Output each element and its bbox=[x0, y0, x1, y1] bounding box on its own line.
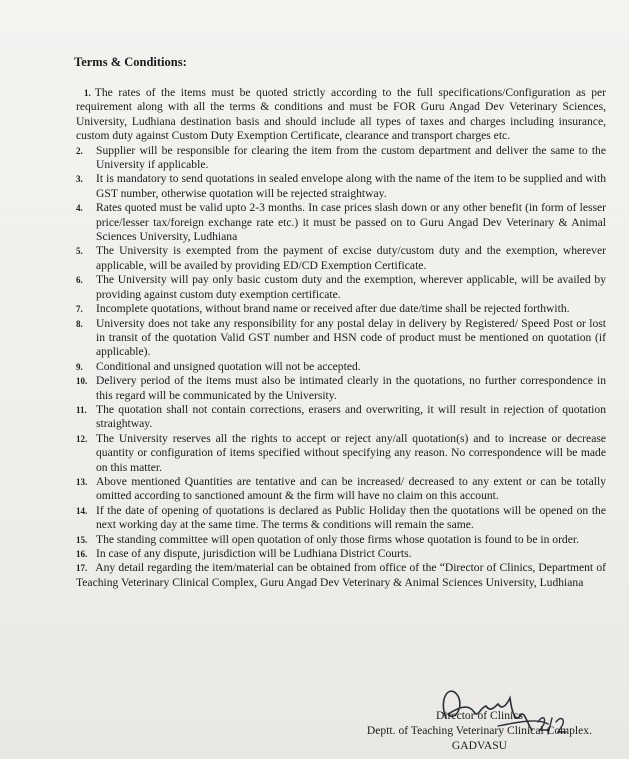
item-number: 8. bbox=[76, 318, 83, 329]
item-text: In case of any dispute, jurisdiction will be Ludhiana District Courts. bbox=[96, 547, 412, 560]
list-item bbox=[76, 374, 606, 403]
item-text: If the date of opening of quotations is declared as Public Holiday then the quotations will be opened on the next working day at the same time. The terms & conditions will remain the same. bbox=[96, 503, 606, 532]
item-number: 11. bbox=[76, 404, 87, 415]
list-item bbox=[76, 302, 606, 316]
list-item bbox=[76, 144, 606, 173]
item-text: Rates quoted must be valid upto 2-3 months. In case prices slash down or any other benefit (in form of lesser price/lesser tax/foreign exchange rate etc.) it must be passed on to Guru Angad Dev Veterinary & Animal Sciences University, Ludhiana bbox=[96, 201, 606, 244]
item-number: 13. bbox=[76, 476, 88, 487]
list-item bbox=[76, 360, 606, 374]
item-number: 16. bbox=[76, 549, 88, 559]
item-number: 10. bbox=[76, 376, 88, 387]
item-number: 3. bbox=[76, 174, 83, 185]
list-item bbox=[76, 86, 606, 144]
item-text: Supplier will be responsible for clearing the item from the custom department and deliver the same to the University if applicable. bbox=[96, 143, 606, 172]
item-text: University does not take any responsibility for any postal delay in delivery by Registered/ Speed Post or lost in transit of the quotation Valid GST number and HSN code of product must be mentioned on quotation (if applicable). bbox=[96, 316, 606, 359]
item-text: The University will pay only basic custom duty and the exemption, wherever applicable, will be availed by providing against custom duty exemption certificate. bbox=[96, 273, 606, 301]
list-item bbox=[76, 432, 606, 475]
list-item bbox=[76, 403, 606, 432]
item-text: The University reserves all the rights to accept or reject any/all quotation(s) and to increase or decrease quantity or configuration of items specified without specifying any reason. No correspondence will be made on this matter. bbox=[96, 431, 606, 474]
item-number: 4. bbox=[76, 203, 83, 214]
list-item bbox=[76, 561, 606, 590]
item-text: Conditional and unsigned quotation will not be accepted. bbox=[96, 359, 361, 373]
list-item bbox=[76, 201, 606, 244]
item-number: 12. bbox=[76, 433, 88, 444]
item-number: 6. bbox=[76, 275, 83, 286]
list-item bbox=[76, 244, 606, 273]
terms-heading: Terms & Conditions: bbox=[74, 55, 187, 69]
item-text: The University is exempted from the payment of excise duty/custom duty and the exemption, wherever applicable, will be availed by providing ED/CD Exemption Certificate. bbox=[96, 244, 606, 272]
list-item bbox=[76, 273, 606, 302]
signatory-department: Deptt. of Teaching Veterinary Clinical Complex. bbox=[366, 724, 592, 737]
item-number: 7. bbox=[76, 304, 83, 315]
list-item bbox=[76, 504, 606, 533]
item-number: 15. bbox=[76, 534, 88, 545]
item-text: Above mentioned Quantities are tentative and can be increased/ decreased to any extent or can be totally omitted according to sanctioned amount & the firm will have no claim on this account. bbox=[96, 474, 606, 503]
item-number: 5. bbox=[76, 246, 83, 257]
item-text: It is mandatory to send quotations in sealed envelope along with the name of the item to be supplied and with GST number, otherwise quotation will be rejected straightway. bbox=[96, 172, 606, 200]
item-number: 14. bbox=[76, 505, 88, 516]
list-item bbox=[76, 533, 606, 547]
item-text: Incomplete quotations, without brand name or received after due date/time shall be rejected forthwith. bbox=[96, 302, 570, 316]
item-text: The standing committee will open quotation of only those firms whose quotation is found to be in order. bbox=[96, 532, 579, 546]
list-item bbox=[76, 317, 606, 360]
item-number: 1. bbox=[84, 88, 91, 98]
item-text: The rates of the items must be quoted strictly according to the full specifications/Configuration as per requirement along with all the terms & conditions and must be FOR Guru Angad Dev Veterinary Sciences, University, Ludhiana destination basis and should include all types of taxes and charges including insurance, custom duty against Custom Duty Exemption Certificate, clearance and transport charges etc. bbox=[76, 86, 606, 143]
terms-list bbox=[76, 86, 606, 590]
item-number: 17. bbox=[76, 563, 88, 574]
signature-block bbox=[367, 708, 592, 753]
list-item bbox=[76, 547, 606, 561]
list-item bbox=[76, 475, 606, 504]
signatory-institution: GADVASU bbox=[451, 739, 508, 752]
item-number: 9. bbox=[76, 361, 83, 372]
item-number: 2. bbox=[76, 145, 83, 156]
item-text: Any detail regarding the item/material can be obtained from office of the “Director of Clinics, Department of Teaching Veterinary Clinical Complex, Guru Angad Dev Veterinary & Animal Sciences University, Ludhiana bbox=[76, 561, 606, 589]
list-item bbox=[76, 172, 606, 201]
signatory-title: Director of Clinics bbox=[435, 709, 523, 722]
item-text: The quotation shall not contain corrections, erasers and overwriting, it will result in rejection of quotation straightway. bbox=[96, 402, 606, 431]
item-text: Delivery period of the items must also be intimated clearly in the quotations, no further correspondence in this regard will be communicated by the University. bbox=[96, 374, 606, 402]
